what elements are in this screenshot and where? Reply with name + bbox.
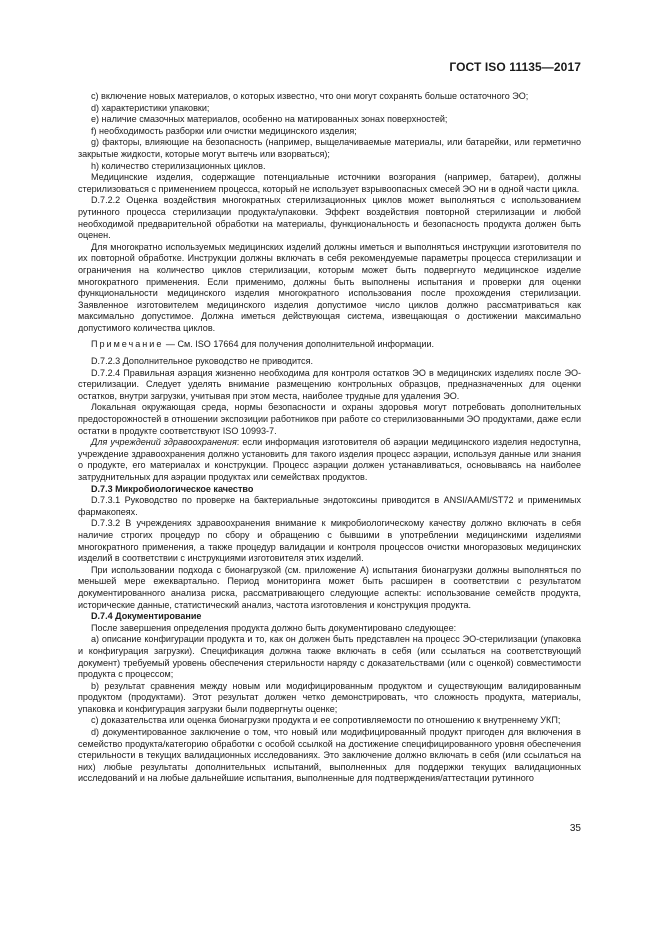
list-item-d2: d) документированное заключение о том, что новый или модифицированный продукт пригоден для включения в семейство продукта/категорию обработки с особой ссылкой на достижение специфицированного уровня обеспечения стерильности в текущих валидационных исследованиях. Это заключение должно включать в себя (или ссылаться на них) любые результаты дополнительных испытаний, выполненных для поддержки текущих валидационных исследований и на любые дальнейшие испытания, выполненные для подтверждения/аттестации рутинного bbox=[78, 727, 581, 784]
paragraph-ignition-sources: Медицинские изделия, содержащие потенциальные источники возгорания (например, батареи), должны стерилизоваться с применением процесса, который не использует взрывоопасных смесей ЭО ни в одной части цикла. bbox=[78, 172, 581, 194]
list-item-a: a) описание конфигурации продукта и то, как он должен быть представлен на процесс ЭО-стерилизации (упаковка и конфигурация загрузки). Спецификация должна также включать в себя (или ссылаться на соответствующий документ) требуемый уровень обеспечения стерильности наряду с доказательствами (или с оценкой) совместимости продукта с процессом; bbox=[78, 634, 581, 680]
note-label: Примечание bbox=[91, 339, 164, 350]
italic-lead: Для учреждений здравоохранения bbox=[91, 437, 237, 448]
list-item-h: h) количество стерилизационных циклов. bbox=[91, 160, 266, 171]
paragraph-d724: D.7.2.4 Правильная аэрация жизненно необходима для контроля остатков ЭО в медицинских изделиях после ЭО-стерилизации. Следует уделять внимание размещению контрольных образцов, предназначенных для оценки остатков, внутри загрузки, учитывая при этом места, наиболее трудные для удаления ЭО. bbox=[78, 367, 581, 401]
list-item-b: b) результат сравнения между новым или модифицированным продуктом и существующим валидированным продуктом (продуктами). Этот результат должен четко демонстрировать, что сложность продукта, материалы, упаковка и конфигурация загрузки были подвергнуты оценке; bbox=[78, 680, 581, 714]
paragraph-d732: D.7.3.2 В учреждениях здравоохранения внимание к микробиологическому качеству должно включать в себя наличие строгих процедур по сбору и обращению с бывшими в употреблении медицинскими изделиями многократного применения, а также процедур валидации и контроля процессов очистки многоразовых медицинских изделий в соответствии с инструкциями изготовителя этих изделий. bbox=[78, 518, 581, 564]
paragraph-healthcare-facilities bbox=[78, 437, 581, 483]
list-item-e: e) наличие смазочных материалов, особенно на матированных зонах поверхностей; bbox=[91, 114, 448, 125]
list-item-f: f) необходимость разборки или очистки медицинского изделия; bbox=[91, 125, 357, 136]
paragraph-d722: D.7.2.2 Оценка воздействия многократных стерилизационных циклов может выполняться с использованием рутинного процесса стерилизации продукта/упаковки. Эффект воздействия повторной стерилизации и любой необходимой предварительной обработки на материалы, функциональность и безопасность продукта должен быть оценен. bbox=[78, 195, 581, 241]
paragraph-local-environment: Локальная окружающая среда, нормы безопасности и охраны здоровья могут потребовать дополнительных предосторожностей в отношении экспозиции работников при работе со стерилизованными ЭО продуктами, даже если остатки в продукте соответствуют ISO 10993-7. bbox=[78, 402, 581, 436]
section-heading-d74: D.7.4 Документирование bbox=[91, 611, 202, 622]
paragraph-reusable-devices: Для многократно используемых медицинских изделий должны иметься и выполняться инструкции изготовителя по их повторной обработке. Инструкции должны включать в себя рекомендуемые параметры процесса стерилизации и ограничения на количество циклов стерилизации, которым может быть подвергнуто медицинское изделие многократного применения. Если применимо, должны быть выполнены испытания и проверки для оценки функциональности медицинского изделия многократного использования после прохождения стерилизации. Заявленное изготовителем медицинского изделия допустимое число циклов должно рассматриваться как максимально допустимое. Должна иметься действующая система, извещающая о достижении максимально допустимого количества циклов. bbox=[78, 241, 581, 333]
list-item-c2: c) доказательства или оценка бионагрузки продукта и ее сопротивляемости по отношению к внутреннему УКП; bbox=[91, 715, 561, 726]
paragraph-d731: D.7.3.1 Руководство по проверке на бактериальные эндотоксины приводится в ANSI/AAMI/ST72 и применимых фармакопеях. bbox=[78, 495, 581, 517]
paragraph-d723: D.7.2.3 Дополнительное руководство не приводится. bbox=[91, 356, 313, 367]
note-text: — См. ISO 17664 для получения дополнительной информации. bbox=[163, 339, 435, 350]
section-heading-d73: D.7.3 Микробиологическое качество bbox=[91, 483, 254, 494]
list-item-g: g) факторы, влияющие на безопасность (например, выщелачиваемые материалы, или батарейки, или герметично закрытые жидкости, которые могут вытечь или взорваться); bbox=[78, 137, 581, 159]
note bbox=[78, 339, 581, 351]
italic-para-rest: : если информация изготовителя об аэрации медицинского изделия недоступна, учреждение здравоохранения должно установить для такого изделия процесс аэрации, используя данные или знания о продукте, его материалах и конструкции. Процесс аэрации должен устанавливаться, основываясь на наиболее затруднительных для аэрации продуктах или семействах продуктов. bbox=[78, 437, 581, 482]
paragraph-d74-intro: После завершения определения продукта должно быть документировано следующее: bbox=[91, 622, 457, 633]
document-header: ГОСТ ISO 11135—2017 bbox=[449, 60, 581, 74]
page-number: 35 bbox=[569, 823, 581, 834]
list-item-c: c) включение новых материалов, о которых известно, что они могут сохранять больше остаточного ЭО; bbox=[91, 91, 529, 101]
list-item-d: d) характеристики упаковки; bbox=[91, 102, 210, 113]
page-body bbox=[78, 91, 581, 785]
paragraph-bioburden: При использовании подхода с бионагрузкой (см. приложение А) испытания бионагрузки должны выполняться по меньшей мере ежеквартально. Период мониторинга может быть расширен в соответствии с результатом документированного анализа риска, рассматривающего следующие аспекты: использование семейств продукта, исторические данные, статистический анализ, частота изготовления и конструкция продукта. bbox=[78, 564, 581, 610]
